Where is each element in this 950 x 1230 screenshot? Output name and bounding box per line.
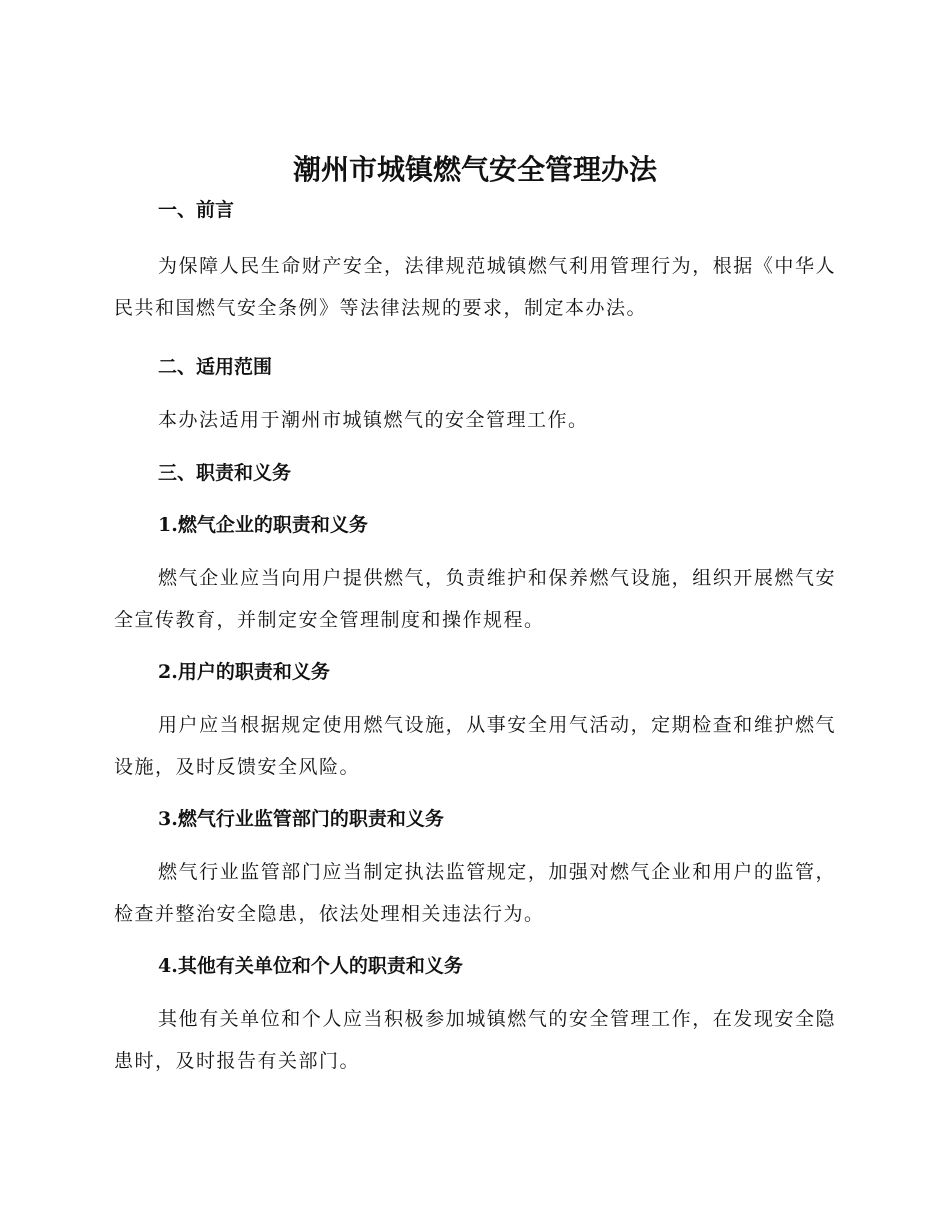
subsection-heading-user: 2.用户的职责和义务	[158, 661, 330, 683]
subsection-paragraph-others: 其他有关单位和个人应当积极参加城镇燃气的安全管理工作，在发现安全隐患时，及时报告有关部门。	[114, 1008, 836, 1072]
subsection-heading-gas-enterprise: 1.燃气企业的职责和义务	[158, 514, 368, 536]
section-heading-preface: 一、前言	[158, 199, 235, 221]
subsection-paragraph-regulator: 燃气行业监管部门应当制定执法监管规定，加强对燃气企业和用户的监管，检查并整治安全隐患，依法处理相关违法行为。	[114, 861, 836, 925]
document-title: 潮州市城镇燃气安全管理办法	[292, 153, 657, 186]
section-paragraph-preface: 为保障人民生命财产安全，法律规范城镇燃气利用管理行为，根据《中华人民共和国燃气安全条例》等法律法规的要求，制定本办法。	[114, 255, 836, 319]
subsection-heading-others: 4.其他有关单位和个人的职责和义务	[158, 955, 463, 977]
document-body	[114, 192, 836, 1082]
subsection-paragraph-gas-enterprise: 燃气企业应当向用户提供燃气，负责维护和保养燃气设施，组织开展燃气安全宣传教育，并制定安全管理制度和操作规程。	[114, 567, 836, 631]
subsection-heading-regulator: 3.燃气行业监管部门的职责和义务	[158, 808, 444, 830]
section-heading-scope: 二、适用范围	[158, 356, 273, 378]
section-heading-duties: 三、职责和义务	[158, 462, 292, 484]
section-paragraph-scope: 本办法适用于潮州市城镇燃气的安全管理工作。	[158, 409, 589, 431]
subsection-paragraph-user: 用户应当根据规定使用燃气设施，从事安全用气活动，定期检查和维护燃气设施，及时反馈安全风险。	[114, 714, 836, 778]
